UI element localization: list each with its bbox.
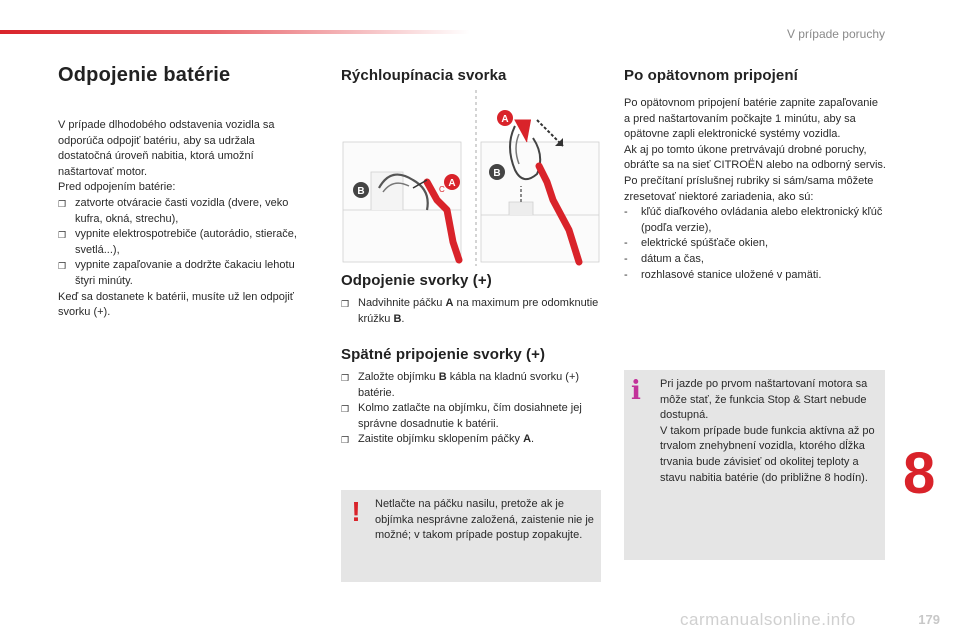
- list-item: - elektrické spúšťače okien,: [624, 236, 886, 252]
- info-text: Pri jazde po prvom naštartovaní motora sa môže stať, že funkcia Stop & Start nebude dostupná. V takom prípade bude funkcia aktívna až po trvalom znehybnení vozidla, ktorého dĺžka trvania bude závisieť od okolitej teploty a stavu nabitia batérie (do približne 8 hodín).: [660, 378, 875, 484]
- quick-clamp-title: Rýchloupínacia svorka: [341, 67, 507, 84]
- bullet-icon: ❒: [341, 435, 350, 446]
- bullet-icon: ❒: [341, 373, 350, 383]
- before-paragraph: Pred odpojením batérie:: [58, 181, 176, 194]
- watermark: carmanualsonline.info: [680, 610, 856, 629]
- list-item-text: Zaistite objímku sklopením páčky A.: [358, 433, 535, 446]
- after-reconnect-text: [624, 96, 886, 283]
- list-item: [341, 370, 603, 401]
- list-item-text: kľúč diaľkového ovládania alebo elektronický kľúč (podľa verzie),: [641, 206, 883, 234]
- list-item: - kľúč diaľkového ovládania alebo elektronický kľúč (podľa verzie),: [624, 205, 886, 236]
- paragraph: Po opätovnom pripojení batérie zapnite zapaľovanie a pred naštartovaním počkajte 1 minútu, aby sa opätovne zapli elektronické systémy vozidla.: [624, 97, 878, 141]
- page-number: 179: [918, 612, 940, 627]
- reconnect-steps: [341, 370, 603, 449]
- warning-icon: !: [351, 496, 361, 527]
- label-a: A: [448, 178, 456, 189]
- battery-clamp-figure: [341, 90, 601, 268]
- list-item: [341, 432, 603, 449]
- section-header: V prípade poruchy: [786, 27, 885, 41]
- bullet-icon: ❒: [58, 261, 67, 272]
- header-accent-bar: [0, 30, 470, 34]
- label-c: C: [439, 185, 445, 194]
- bullet-icon: ❒: [341, 299, 350, 309]
- list-item-text: Kolmo zatlačte na objímku, čím dosiahnete jej správne dosadnutie k batérii.: [358, 402, 582, 430]
- battery-disconnect-text: [58, 118, 306, 321]
- list-item: - rozhlasové stanice uložené v pamäti.: [624, 268, 886, 284]
- list-item: [341, 401, 603, 432]
- disconnect-steps: [341, 296, 603, 327]
- warning-text: Netlačte na páčku nasilu, pretože ak je objímka nesprávne založená, zaistenie nie je možné; v takom prípade postup zopakujte.: [375, 498, 594, 542]
- list-item: [58, 258, 306, 289]
- list-item: [341, 296, 603, 327]
- bullet-icon: ❒: [58, 230, 67, 241]
- intro-paragraph: V prípade dlhodobého odstavenia vozidla sa odporúča odpojiť batériu, aby sa udržala dostatočná úroveň nabitia, ktorá umožní naštartovať motor.: [58, 119, 275, 178]
- info-icon: i: [631, 376, 641, 406]
- list-item-text: vypnite elektrospotrebiče (autorádio, stierače, svetlá...),: [75, 228, 297, 256]
- list-item-text: dátum a čas,: [641, 252, 704, 265]
- label-b: B: [357, 186, 365, 197]
- list-item-text: rozhlasové stanice uložené v pamäti.: [641, 268, 822, 281]
- list-item-text: Nadvihnite páčku A na maximum pre odomknutie krúžku B.: [358, 297, 599, 325]
- label-a: A: [501, 114, 509, 125]
- list-item-text: vypnite zapaľovanie a dodržte čakaciu lehotu štyri minúty.: [75, 259, 295, 287]
- disconnect-title: Odpojenie svorky (+): [341, 272, 492, 289]
- list-item: [58, 196, 306, 227]
- list-item: [58, 227, 306, 258]
- list-item-text: Založte objímku B kábla na kladnú svorku (+) batérie.: [358, 371, 580, 399]
- list-item-text: zatvorte otváracie časti vozidla (dvere, veko kufra, okná, strechu),: [75, 196, 289, 225]
- left-clamp-drawing: [343, 142, 461, 262]
- paragraph: Po prečítaní príslušnej rubriky si sám/sama môžete zresetovať niektoré zariadenia, ako sú:: [624, 174, 874, 203]
- after-reconnect-title: Po opätovnom pripojení: [624, 67, 798, 84]
- right-clamp-drawing: [481, 110, 599, 262]
- bullet-icon: ❒: [341, 404, 350, 415]
- chapter-number: 8: [903, 441, 936, 506]
- outro-paragraph: Keď sa dostanete k batérii, musíte už len odpojiť svorku (+).: [58, 290, 294, 319]
- list-item: - dátum a čas,: [624, 252, 886, 268]
- page-title: Odpojenie batérie: [58, 64, 231, 86]
- label-b: B: [493, 168, 501, 179]
- reconnect-title: Spätné pripojenie svorky (+): [341, 346, 546, 363]
- paragraph: Ak aj po tomto úkone pretrvávajú drobné poruchy, obráťte sa na sieť CITROËN alebo na odborný servis.: [624, 143, 886, 172]
- bullet-icon: ❒: [58, 198, 67, 209]
- clamp-illustration: [341, 90, 601, 268]
- list-item-text: elektrické spúšťače okien,: [641, 237, 769, 250]
